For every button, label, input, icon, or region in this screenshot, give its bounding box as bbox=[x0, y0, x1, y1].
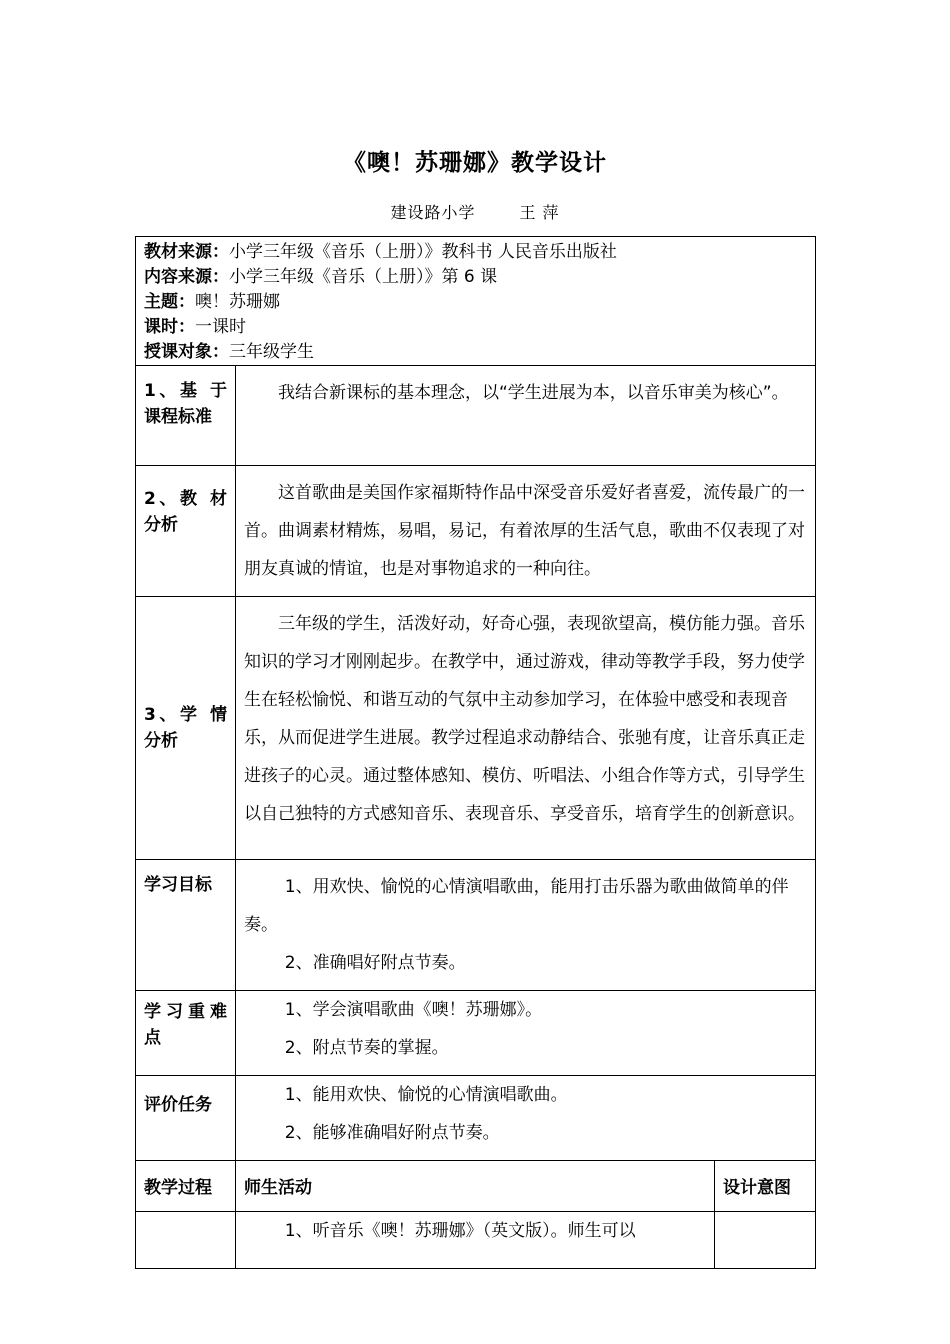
process-cell-stage bbox=[136, 1212, 236, 1269]
label-goals: 学习目标 bbox=[136, 860, 236, 991]
row-evaluation bbox=[136, 1076, 816, 1161]
teacher-name: 王 萍 bbox=[519, 203, 560, 222]
row-material bbox=[136, 466, 816, 597]
info-row bbox=[136, 237, 816, 366]
label-material: 2、教 材 分析 bbox=[136, 466, 236, 597]
row-goals bbox=[136, 860, 816, 991]
content-learner: 三年级的学生，活泼好动，好奇心强，表现欲望高，模仿能力强。音乐知识的学习才刚刚起步。在教学中，通过游戏，律动等教学手段，努力使学生在轻松愉悦、和谐互动的气氛中主动参加学习，在体验中感受和表现音乐，从而促进学生进展。教学过程追求动静结合、张驰有度，让音乐真正走进孩子的心灵。通过整体感知、模仿、听唱法、小组合作等方式，引导学生以自己独特的方式感知音乐、表现音乐、享受音乐，培育学生的创新意识。 bbox=[236, 597, 816, 860]
header-process: 教学过程 bbox=[136, 1161, 236, 1212]
content-goals: 1、用欢快、愉悦的心情演唱歌曲，能用打击乐器为歌曲做简单的伴奏。 2、准确唱好附点节奏。 bbox=[236, 860, 816, 991]
row-keypoints bbox=[136, 991, 816, 1076]
process-row bbox=[136, 1212, 816, 1269]
author-line bbox=[0, 200, 950, 223]
row-curriculum bbox=[136, 366, 816, 466]
header-intent: 设计意图 bbox=[715, 1161, 816, 1212]
info-line-audience: 授课对象：三年级学生 bbox=[144, 342, 314, 362]
info-block bbox=[136, 237, 816, 366]
document-title: 《噢！苏珊娜》教学设计 bbox=[343, 149, 607, 176]
label-learner: 3、学 情 分析 bbox=[136, 597, 236, 860]
row-learner bbox=[136, 597, 816, 860]
process-cell-intent bbox=[715, 1212, 816, 1269]
school-name: 建设路小学 bbox=[390, 203, 476, 222]
content-keypoints: 1、学会演唱歌曲《噢！苏珊娜》。 2、附点节奏的掌握。 bbox=[236, 991, 816, 1076]
info-line-source: 教材来源：小学三年级《音乐（上册）》教科书 人民音乐出版社 bbox=[144, 242, 617, 262]
label-curriculum: 1、基 于 课程标准 bbox=[136, 366, 236, 466]
label-evaluation: 评价任务 bbox=[136, 1076, 236, 1161]
label-keypoints: 学习重难 点 bbox=[136, 991, 236, 1076]
content-curriculum: 我结合新课标的基本理念，以“学生进展为本，以音乐审美为核心”。 bbox=[236, 366, 816, 466]
header-activity: 师生活动 bbox=[236, 1161, 715, 1212]
process-cell-activity: 1、听音乐《噢！苏珊娜》（英文版）。师生可以 bbox=[236, 1212, 715, 1269]
lesson-plan-table bbox=[135, 236, 816, 1269]
content-material: 这首歌曲是美国作家福斯特作品中深受音乐爱好者喜爱，流传最广的一首。曲调素材精炼，易唱，易记，有着浓厚的生活气息，歌曲不仅表现了对朋友真诚的情谊，也是对事物追求的一种向往。 bbox=[236, 466, 816, 597]
info-line-content: 内容来源：小学三年级《音乐（上册）》第 6 课 bbox=[144, 267, 498, 287]
process-header-row bbox=[136, 1161, 816, 1212]
info-line-theme: 主题：噢！苏珊娜 bbox=[144, 292, 280, 312]
content-evaluation: 1、能用欢快、愉悦的心情演唱歌曲。 2、能够准确唱好附点节奏。 bbox=[236, 1076, 816, 1161]
info-line-period: 课时：一课时 bbox=[144, 317, 246, 337]
